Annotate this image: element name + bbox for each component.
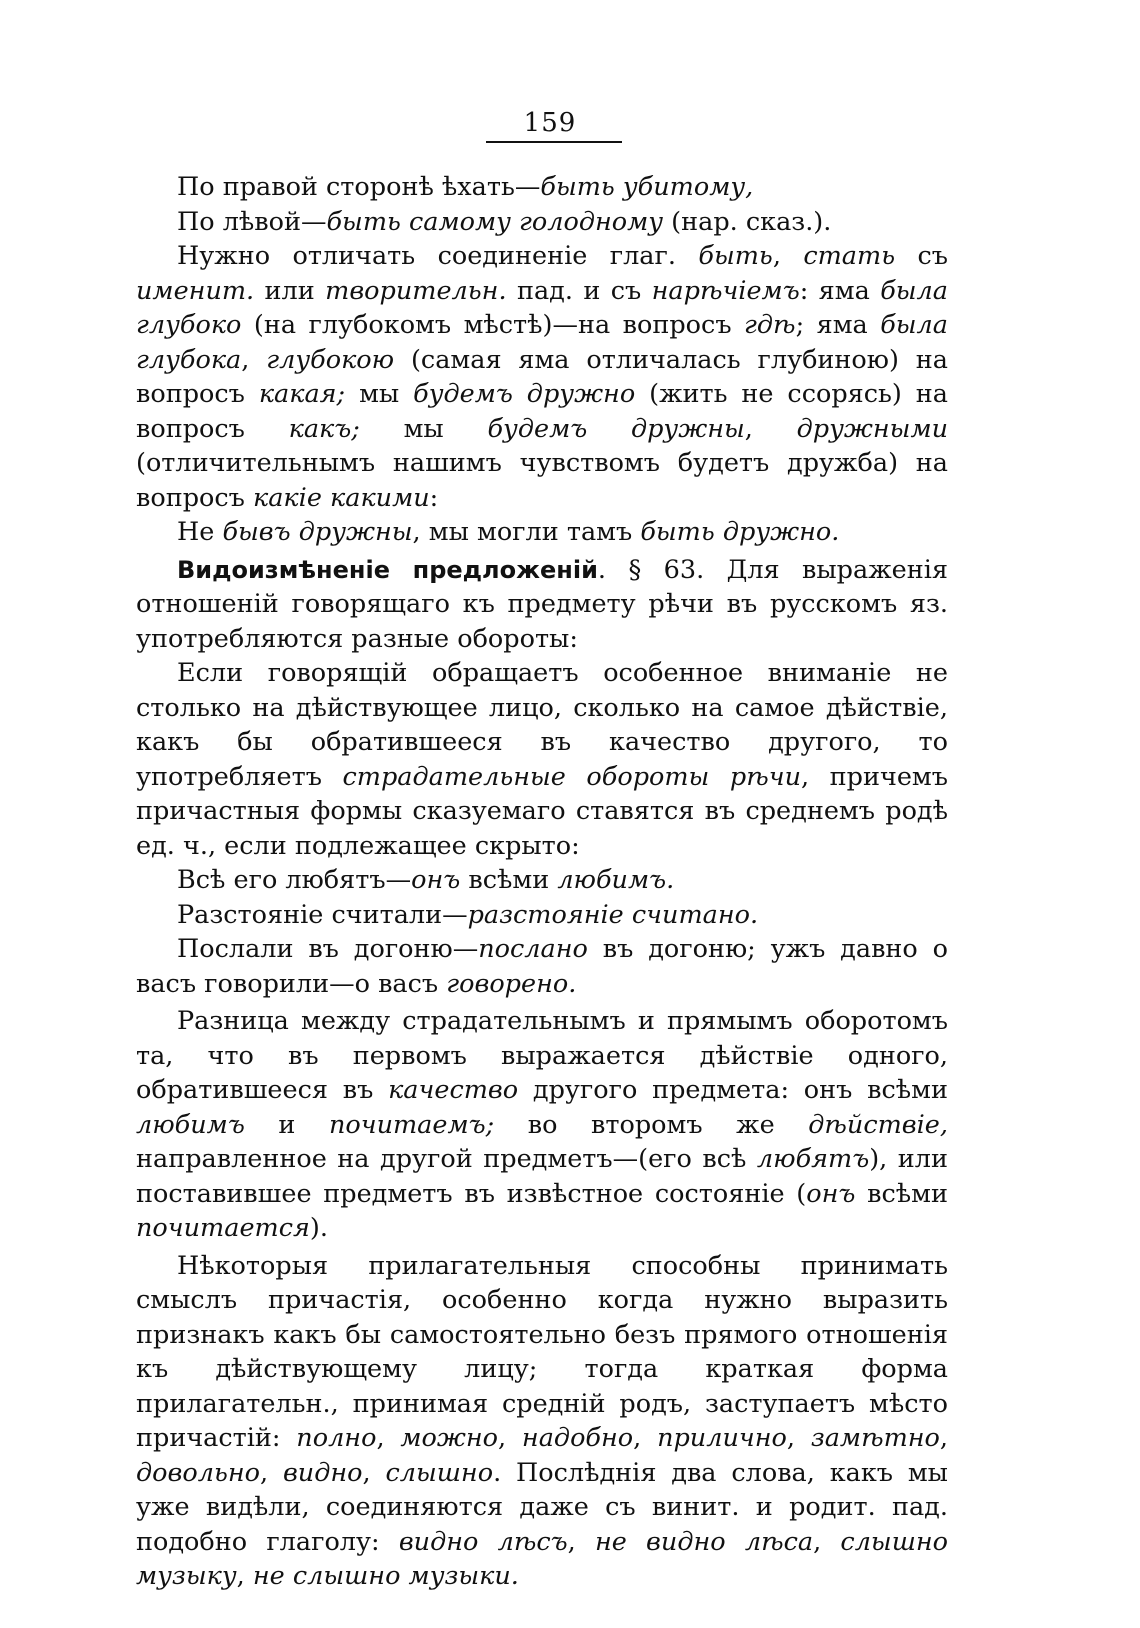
paragraph-byt-stat xyxy=(136,239,948,515)
text-run: , xyxy=(813,1526,841,1557)
text-run: въ догоню; ужъ давно о васъ говорили—о васъ xyxy=(136,934,948,999)
text-run: , xyxy=(567,1526,595,1557)
italic-term: слышно xyxy=(385,1457,494,1488)
italic-term: почитается xyxy=(136,1213,310,1243)
italic-term: дружными xyxy=(796,413,949,444)
italic-term: будемъ дружны xyxy=(487,413,745,444)
example-rasstoyanie xyxy=(136,898,948,933)
italic-term: быть убитому, xyxy=(540,172,754,202)
text-run: , xyxy=(376,1423,401,1453)
italic-term: можно xyxy=(400,1423,499,1453)
text-run: (жить не ссорясь) на вопросъ xyxy=(136,379,948,444)
italic-term: быть дружно. xyxy=(640,517,840,547)
example-poslali xyxy=(136,932,948,1001)
text-run: , xyxy=(241,344,267,375)
page-number: 159 xyxy=(523,108,577,138)
italic-term: прилично xyxy=(657,1423,787,1453)
text-run: мы xyxy=(345,379,414,409)
text-run: , xyxy=(786,1423,811,1453)
paragraph-passive-forms xyxy=(136,656,948,863)
text-run: всѣми xyxy=(460,865,558,895)
italic-term: надобно xyxy=(521,1423,634,1453)
text-run: Если говорящiй обращаетъ особенное вниманiе не столько на дѣйствующее лицо, сколько на самое дѣйствiе, какъ бы обратившееся въ качество другого, то употребляетъ xyxy=(136,658,948,792)
italic-term: онъ xyxy=(411,865,461,895)
italic-term: говорено. xyxy=(446,968,577,999)
italic-term: любятъ xyxy=(756,1144,870,1174)
text-run: всѣми xyxy=(855,1178,948,1209)
text-run: , причемъ причастныя формы сказуемаго ставятся въ среднемъ родѣ ед. ч., если подлежащее скрыто: xyxy=(136,761,948,861)
text-run: направленное на другой предметъ—(его всѣ xyxy=(136,1144,757,1174)
text-run: и xyxy=(244,1109,329,1140)
italic-term: не слышно музыки. xyxy=(252,1561,519,1591)
text-run: мы xyxy=(359,413,488,444)
italic-term: глубокою xyxy=(266,344,395,375)
italic-term: полно xyxy=(296,1423,377,1453)
italic-term: видно xyxy=(282,1457,363,1488)
text-run: Разстоянiе считали— xyxy=(177,899,468,930)
italic-term: замѣтно xyxy=(810,1423,940,1453)
example-byv-druzhny xyxy=(136,515,948,550)
text-run: , xyxy=(772,241,804,271)
text-run: ; яма xyxy=(795,310,881,340)
italic-term: любимъ xyxy=(136,1109,245,1140)
text-run: . § 63. Для выраженiя отношенiй говорящаго къ предмету рѣчи въ русскомъ яз. употребляются разные обороты: xyxy=(136,554,948,654)
text-run: Всѣ его любятъ— xyxy=(177,865,412,895)
italic-term: была глубока xyxy=(136,310,948,375)
text-run: , мы могли тамъ xyxy=(412,517,641,547)
text-run: пад. и съ xyxy=(506,275,652,306)
example-lyubyat xyxy=(136,863,948,898)
text-run: ), или поставившее предметъ въ извѣстное состоянiе ( xyxy=(136,1144,948,1209)
italic-term: именит. xyxy=(136,275,255,306)
text-run: , xyxy=(939,1423,949,1453)
text-run: : яма xyxy=(799,275,881,306)
text-run: другого предмета: онъ всѣми xyxy=(518,1075,948,1105)
italic-term: довольно xyxy=(136,1457,260,1488)
text-run: (отличительнымъ нашимъ чувствомъ будетъ дружба) на вопросъ xyxy=(136,448,948,513)
italic-term: не видно лѣса xyxy=(594,1526,814,1557)
text-run: во второмъ же xyxy=(494,1109,809,1140)
proverb-line-2 xyxy=(136,205,948,240)
text-run: , xyxy=(498,1423,522,1453)
text-run: , xyxy=(259,1457,283,1488)
text-run: , xyxy=(362,1457,386,1488)
text-run: (самая яма отличалась глубиною) на вопросъ xyxy=(136,344,948,409)
italic-term: какiе какими xyxy=(253,482,430,513)
text-run: (нар. сказ.). xyxy=(663,206,832,237)
italic-term: слышно музыку xyxy=(136,1526,948,1591)
italic-term: послано xyxy=(478,934,588,964)
text-run: (на глубокомъ мѣстѣ)—на вопросъ xyxy=(241,310,744,340)
text-run: : xyxy=(429,482,439,513)
italic-term: разстоянiе считано. xyxy=(467,899,759,930)
text-run: Не xyxy=(177,517,223,547)
text-run: Нѣкоторыя прилагательныя способны принимать смыслъ причастiя, особенно когда нужно выразить признакъ какъ бы самостоятельно безъ прямого отношенiя къ дѣйствующему лицу; тогда краткая форма прилагательн., принимая среднiй родъ, заступаетъ мѣсто причастiй: xyxy=(136,1250,948,1453)
paragraph-adjectives xyxy=(136,1249,948,1594)
italic-term: онъ xyxy=(806,1178,856,1209)
text-run: , xyxy=(744,413,797,444)
section-63-heading-paragraph xyxy=(136,553,948,657)
text-run: или xyxy=(254,275,326,306)
body-text xyxy=(136,170,948,1594)
text-run: Нужно отличать соединенiе глаг. xyxy=(177,241,699,271)
page-number-rule xyxy=(486,141,622,143)
section-heading: Видоизмѣненiе предложенiй xyxy=(177,555,598,584)
text-run: Разница между страдательнымъ и прямымъ оборотомъ та, что въ первомъ выражается дѣйствiе одного, обратившееся въ xyxy=(136,1006,948,1105)
italic-term: любимъ. xyxy=(557,865,675,895)
italic-term: будемъ дружно xyxy=(413,379,636,409)
text-run: По правой сторонѣ ѣхать— xyxy=(177,172,541,202)
italic-term: творительн. xyxy=(325,275,507,306)
text-run: съ xyxy=(895,241,948,271)
italic-term: была глубоко xyxy=(136,275,948,340)
text-run: Послали въ догоню— xyxy=(177,934,479,964)
text-run: , xyxy=(633,1423,658,1453)
proverb-line-1 xyxy=(136,170,948,205)
text-run: , xyxy=(236,1561,253,1591)
italic-term: быть xyxy=(698,241,773,271)
text-run: По лѣвой— xyxy=(177,206,327,237)
italic-term: видно лѣсъ xyxy=(398,1526,568,1557)
italic-term: дѣйствiе, xyxy=(808,1109,948,1140)
italic-term: какъ; xyxy=(288,413,360,444)
italic-term: почитаемъ; xyxy=(328,1109,495,1140)
italic-term: страдательные обороты рѣчи xyxy=(342,761,801,792)
italic-term: нарѣчiемъ xyxy=(651,275,800,306)
italic-term: стать xyxy=(803,241,896,271)
italic-term: бывъ дружны xyxy=(222,517,413,547)
italic-term: какая; xyxy=(258,379,346,409)
italic-term: быть самому голодному xyxy=(326,206,664,237)
italic-term: качество xyxy=(388,1075,519,1105)
text-run: . Послѣднiя два слова, какъ мы уже видѣли, соединяются даже съ винит. и родит. пад. подобно глаголу: xyxy=(136,1457,948,1557)
paragraph-difference xyxy=(136,1004,948,1246)
italic-term: гдѣ xyxy=(744,310,796,340)
text-run: ). xyxy=(309,1213,328,1243)
